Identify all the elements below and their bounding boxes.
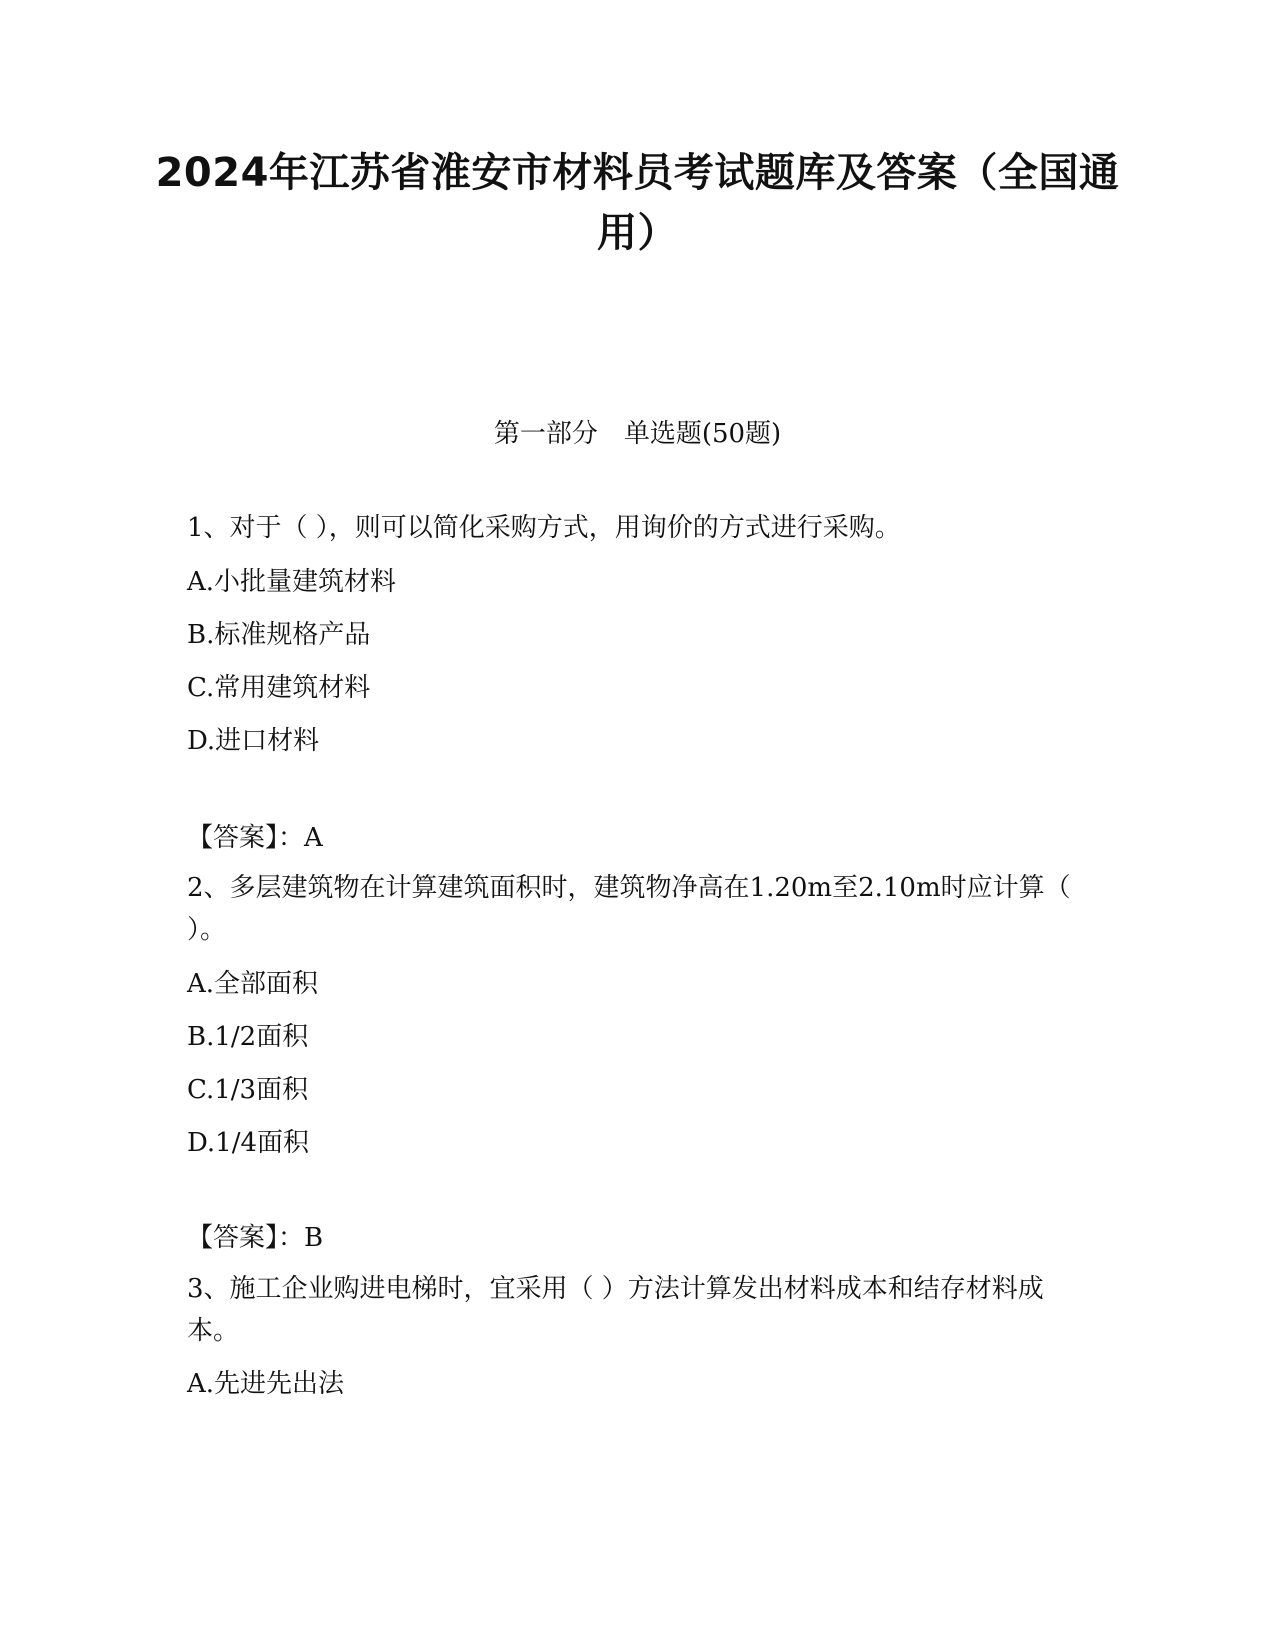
- question-1-option-c: C.常用建筑材料: [187, 673, 371, 703]
- question-2-option-d: D.1/4面积: [187, 1128, 310, 1158]
- section-heading: 第一部分 单选题(50题): [493, 419, 782, 449]
- question-2-option-b: B.1/2面积: [187, 1022, 309, 1052]
- question-1-answer: 【答案】：A: [187, 823, 323, 853]
- document-title: 2024年江苏省淮安市材料员考试题库及答案（全国通用）: [155, 150, 1120, 256]
- question-2-stem: 2、多层建筑物在计算建筑面积时，建筑物净高在1.20m至2.10m时应计算（ ）。: [187, 873, 1071, 945]
- question-2-option-c: C.1/3面积: [187, 1075, 309, 1105]
- question-1-option-b: B.标准规格产品: [187, 620, 371, 650]
- question-2-option-a: A.全部面积: [187, 969, 319, 999]
- question-3-option-a: A.先进先出法: [187, 1369, 345, 1399]
- question-1-option-a: A.小批量建筑材料: [187, 567, 397, 597]
- question-1-option-d: D.进口材料: [187, 726, 320, 756]
- question-3-stem: 3、施工企业购进电梯时，宜采用（ ）方法计算发出材料成本和结存材料成本。: [187, 1274, 1044, 1346]
- question-1-stem: 1、对于（ ），则可以简化采购方式，用询价的方式进行采购。: [187, 513, 901, 543]
- question-2-answer: 【答案】：B: [187, 1223, 324, 1253]
